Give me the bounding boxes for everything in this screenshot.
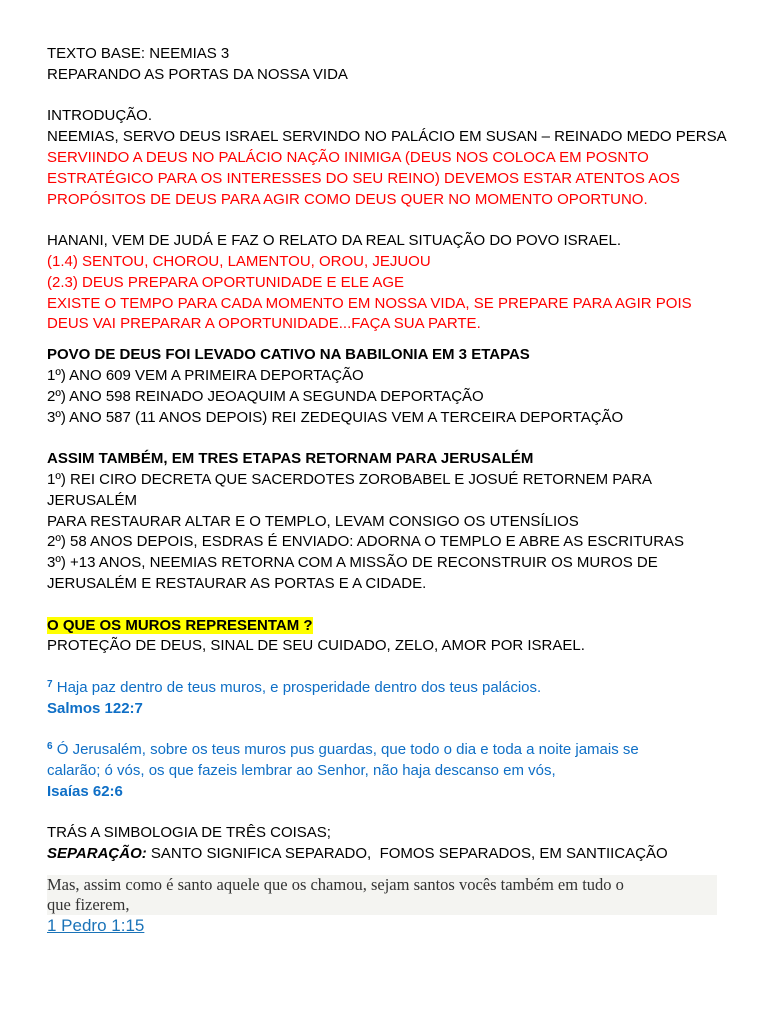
quote-block <box>47 875 717 915</box>
walls-question-highlight: O QUE OS MUROS REPRESENTAM ? <box>47 616 313 634</box>
verse-text: Haja paz dentro de teus muros, e prosperidade dentro dos teus palácios. <box>52 678 542 696</box>
captivity-heading: POVO DE DEUS FOI LEVADO CATIVO NA BABILONIA EM 3 ETAPAS <box>47 346 530 364</box>
intro-red-line-2: ESTRATÉGICO PARA OS INTERESSES DO SEU REINO) DEVEMOS ESTAR ATENTOS AOS <box>47 169 680 187</box>
captivity-item-1: 1º) ANO 609 VEM A PRIMEIRA DEPORTAÇÃO <box>47 366 364 384</box>
intro-line: NEEMIAS, SERVO DEUS ISRAEL SERVINDO NO PALÁCIO EM SUSAN – REINADO MEDO PERSA <box>47 128 727 146</box>
separation-text: SANTO SIGNIFICA SEPARADO, FOMOS SEPARADOS, EM SANTIICAÇÃO <box>146 845 668 863</box>
return-item-3a: 3º) +13 ANOS, NEEMIAS RETORNA COM A MISSÃO DE RECONSTRUIR OS MUROS DE <box>47 554 658 572</box>
verse-isaiah-line-1 <box>47 740 728 761</box>
separation-label: SEPARAÇÃO: <box>47 845 147 863</box>
verse-text: Ó Jerusalém, sobre os teus muros pus guardas, que todo o dia e toda a noite jamais se <box>52 741 639 759</box>
hanani-red-line-2: (2.3) DEUS PREPARA OPORTUNIDADE E ELE AGE <box>47 273 405 291</box>
captivity-item-3: 3º) ANO 587 (11 ANOS DEPOIS) REI ZEDEQUIAS VEM A TERCEIRA DEPORTAÇÃO <box>47 408 624 426</box>
document-title: REPARANDO AS PORTAS DA NOSSA VIDA <box>47 65 348 83</box>
quote-reference-link[interactable]: 1 Pedro 1:15 <box>47 916 145 936</box>
verse-isaiah-line-2: calarão; ó vós, os que fazeis lembrar ao Senhor, não haja descanso em vós, <box>47 762 556 780</box>
return-item-1b: PARA RESTAURAR ALTAR E O TEMPLO, LEVAM CONSIGO OS UTENSÍLIOS <box>47 512 579 530</box>
verse-number: 7 <box>47 678 53 690</box>
walls-answer: PROTEÇÃO DE DEUS, SINAL DE SEU CUIDADO, ZELO, AMOR POR ISRAEL. <box>47 637 585 655</box>
intro-heading: INTRODUÇÃO. <box>47 107 152 125</box>
verse-number: 6 <box>47 741 53 753</box>
verse-reference-psalms: Salmos 122:7 <box>47 699 143 717</box>
symbology-line: TRÁS A SIMBOLOGIA DE TRÊS COISAS; <box>47 824 331 842</box>
return-item-2: 2º) 58 ANOS DEPOIS, ESDRAS É ENVIADO: ADORNA O TEMPLO E ABRE AS ESCRITURAS <box>47 533 685 551</box>
intro-red-line-3: PROPÓSITOS DE DEUS PARA AGIR COMO DEUS QUER NO MOMENTO OPORTUNO. <box>47 190 648 208</box>
return-item-1a: 1º) REI CIRO DECRETA QUE SACERDOTES ZOROBABEL E JOSUÉ RETORNEM PARA JERUSALÉM <box>47 470 656 509</box>
hanani-line: HANANI, VEM DE JUDÁ E FAZ O RELATO DA REAL SITUAÇÃO DO POVO ISRAEL. <box>47 232 622 250</box>
quote-line-2: que fizerem, <box>47 895 130 915</box>
hanani-red-line-3: EXISTE O TEMPO PARA CADA MOMENTO EM NOSSA VIDA, SE PREPARE PARA AGIR POIS <box>47 294 692 312</box>
return-heading: ASSIM TAMBÉM, EM TRES ETAPAS RETORNAM PARA JERUSALÉM <box>47 450 534 468</box>
return-item-3b: JERUSALÉM E RESTAURAR AS PORTAS E A CIDADE. <box>47 574 427 592</box>
verse-psalms <box>47 678 728 699</box>
walls-question-line <box>47 616 728 637</box>
verse-reference-isaiah: Isaías 62:6 <box>47 782 123 800</box>
base-text-line: TEXTO BASE: NEEMIAS 3 <box>47 45 230 62</box>
captivity-item-2: 2º) ANO 598 REINADO JEOAQUIM A SEGUNDA DEPORTAÇÃO <box>47 387 484 405</box>
quote-line-1: Mas, assim como é santo aquele que os chamou, sejam santos vocês também em tudo o <box>47 875 624 895</box>
hanani-red-line-1: (1.4) SENTOU, CHOROU, LAMENTOU, OROU, JEJUOU <box>47 252 431 270</box>
hanani-red-line-4: DEUS VAI PREPARAR A OPORTUNIDADE...FAÇA SUA PARTE. <box>47 315 481 333</box>
separation-line <box>47 844 728 865</box>
intro-red-line-1: SERVIINDO A DEUS NO PALÁCIO NAÇÃO INIMIGA (DEUS NOS COLOCA EM POSNTO <box>47 148 649 166</box>
